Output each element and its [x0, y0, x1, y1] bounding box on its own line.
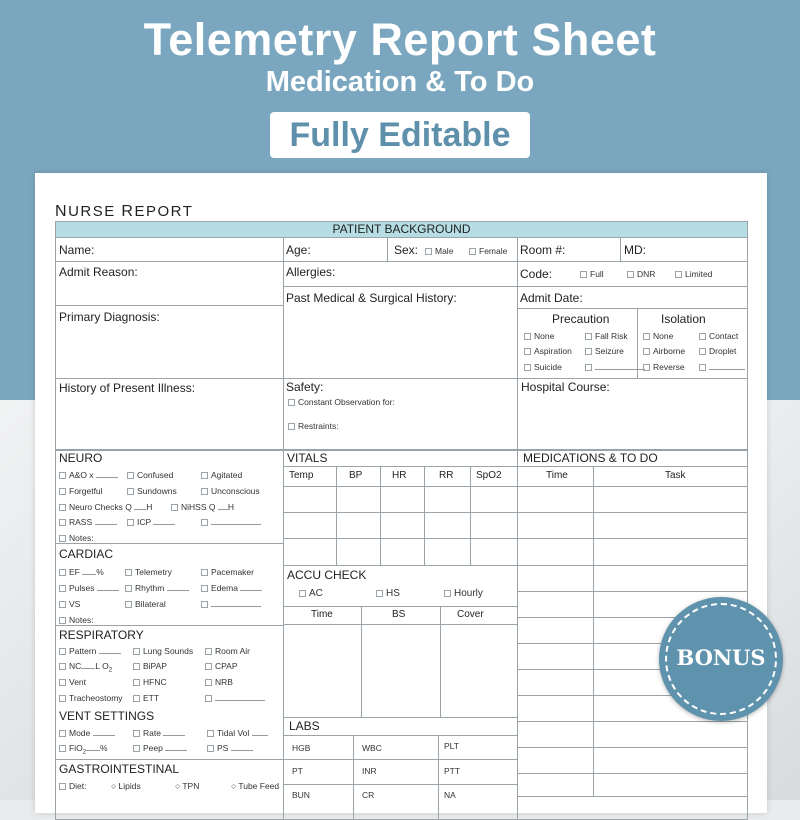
code-field: Code:	[520, 267, 553, 281]
meds-col-time: Time	[546, 470, 568, 481]
ett-checkbox[interactable]: ETT	[133, 693, 159, 703]
code-full-checkbox[interactable]: Full	[580, 269, 604, 279]
male-checkbox[interactable]: Male	[425, 246, 453, 256]
accu-col-bs: BS	[392, 609, 406, 620]
ao-checkbox[interactable]: A&O x	[59, 470, 118, 480]
nrb-checkbox[interactable]: NRB	[205, 677, 233, 687]
pacemaker-checkbox[interactable]: Pacemaker	[201, 567, 254, 577]
iso-none-checkbox[interactable]: None	[643, 331, 673, 341]
tpn-checkbox[interactable]: ○ TPN	[175, 781, 200, 791]
room-field[interactable]: Room #:	[520, 243, 566, 257]
admit-date-field[interactable]: Admit Date:	[520, 291, 583, 305]
vitals-col-rr: RR	[439, 470, 454, 481]
lipids-checkbox[interactable]: ○ Lipids	[111, 781, 141, 791]
respiratory-heading: RESPIRATORY	[59, 628, 144, 642]
vitals-col-bp: BP	[349, 470, 363, 481]
vitals-col-temp: Temp	[289, 470, 314, 481]
sheet-brand: NURSE REPORT	[55, 203, 194, 220]
cpap-checkbox[interactable]: CPAP	[205, 661, 238, 671]
precaution-label: Precaution	[552, 312, 610, 326]
primary-diagnosis-field[interactable]: Primary Diagnosis:	[59, 310, 160, 324]
neuro-checks-checkbox[interactable]: Neuro Checks Q H	[59, 502, 152, 512]
cardiac-heading: CARDIAC	[59, 547, 114, 561]
lung-sounds-checkbox[interactable]: Lung Sounds	[133, 646, 193, 656]
tracheostomy-checkbox[interactable]: Tracheostomy	[59, 693, 123, 703]
tube-feed-checkbox[interactable]: ○ Tube Feed	[231, 781, 280, 791]
allergies-field[interactable]: Allergies:	[286, 265, 336, 279]
hero-title: Telemetry Report Sheet	[143, 14, 657, 65]
iso-blank-checkbox[interactable]	[699, 362, 745, 372]
prec-aspiration-checkbox[interactable]: Aspiration	[524, 346, 572, 356]
ef-checkbox[interactable]: EF %	[59, 567, 104, 577]
nc-checkbox[interactable]: NC L $O_2$	[59, 661, 112, 674]
prec-none-checkbox[interactable]: None	[524, 331, 554, 341]
cardiac-blank-checkbox[interactable]	[201, 599, 261, 609]
meds-col-task: Task	[665, 470, 686, 481]
agitated-checkbox[interactable]: Agitated	[201, 470, 242, 480]
icp-checkbox[interactable]: ICP	[127, 517, 175, 527]
safety-label: Safety:	[286, 380, 324, 394]
isolation-label: Isolation	[661, 312, 706, 326]
confused-checkbox[interactable]: Confused	[127, 470, 173, 480]
editable-badge: Fully Editable	[270, 112, 530, 158]
cardiac-notes-field[interactable]: Notes:	[59, 615, 94, 625]
neuro-notes-field[interactable]: Notes:	[59, 533, 94, 543]
vitals-col-spo2: SpO2	[476, 470, 502, 481]
iso-contact-checkbox[interactable]: Contact	[699, 331, 738, 341]
ps-checkbox[interactable]: PS	[207, 743, 253, 753]
vent-checkbox[interactable]: Vent	[59, 677, 86, 687]
lab-cr[interactable]: CR	[362, 790, 375, 800]
accu-ac-checkbox[interactable]: AC	[299, 588, 323, 599]
patient-background-header: PATIENT BACKGROUND	[55, 221, 748, 238]
prec-suicide-checkbox[interactable]: Suicide	[524, 362, 562, 372]
labs-heading: LABS	[289, 719, 320, 733]
edema-checkbox[interactable]: Edema	[201, 583, 262, 593]
hero-subtitle: Medication & To Do	[265, 66, 535, 98]
lab-ptt[interactable]: PTT	[444, 766, 461, 776]
neuro-heading: NEURO	[59, 451, 103, 465]
peep-checkbox[interactable]: Peep	[133, 743, 187, 753]
vitals-col-hr: HR	[392, 470, 407, 481]
iso-airborne-checkbox[interactable]: Airborne	[643, 346, 685, 356]
neuro-blank-checkbox[interactable]	[201, 517, 261, 527]
vitals-heading: VITALS	[287, 451, 328, 465]
constant-observation-checkbox[interactable]: Constant Observation for:	[288, 397, 395, 407]
gastrointestinal-heading: GASTROINTESTINAL	[59, 762, 180, 776]
prec-seizure-checkbox[interactable]: Seizure	[585, 346, 624, 356]
telemetry-checkbox[interactable]: Telemetry	[125, 567, 172, 577]
prec-fall-risk-checkbox[interactable]: Fall Risk	[585, 331, 628, 341]
bonus-badge	[659, 597, 783, 721]
hospital-course-field[interactable]: Hospital Course:	[521, 380, 610, 394]
accu-col-cover: Cover	[457, 609, 484, 620]
code-dnr-checkbox[interactable]: DNR	[627, 269, 655, 279]
vent-settings-heading: VENT SETTINGS	[59, 709, 155, 723]
sundowns-checkbox[interactable]: Sundowns	[127, 486, 177, 496]
md-field[interactable]: MD:	[624, 243, 646, 257]
iso-droplet-checkbox[interactable]: Droplet	[699, 346, 736, 356]
prec-blank-checkbox[interactable]	[585, 362, 645, 372]
bonus-label: BONUS	[676, 645, 766, 670]
rass-checkbox[interactable]: RASS	[59, 517, 117, 527]
sex-field: Sex:	[394, 243, 419, 257]
nurse-report-sheet	[35, 173, 767, 813]
accu-hourly-checkbox[interactable]: Hourly	[444, 588, 483, 599]
tidal-vol-checkbox[interactable]: Tidal Vol	[207, 728, 268, 738]
rate-checkbox[interactable]: Rate	[133, 728, 185, 738]
nihss-checkbox[interactable]: NiHSS Q H	[171, 502, 234, 512]
room-air-checkbox[interactable]: Room Air	[205, 646, 250, 656]
lab-inr[interactable]: INR	[362, 766, 377, 776]
unconscious-checkbox[interactable]: Unconscious	[201, 486, 260, 496]
lab-hgb[interactable]: HGB	[292, 743, 311, 753]
name-field[interactable]: Name:	[59, 243, 95, 257]
bilateral-checkbox[interactable]: Bilateral	[125, 599, 166, 609]
bipap-checkbox[interactable]: BiPAP	[133, 661, 167, 671]
rhythm-checkbox[interactable]: Rhythm	[125, 583, 189, 593]
accu-check-heading: ACCU CHECK	[287, 568, 367, 582]
medications-heading: MEDICATIONS & TO DO	[523, 451, 658, 465]
forgetful-checkbox[interactable]: Forgetful	[59, 486, 103, 496]
resp-blank-checkbox[interactable]	[205, 693, 265, 703]
lab-na[interactable]: NA	[444, 790, 456, 800]
female-checkbox[interactable]: Female	[469, 246, 507, 256]
accu-col-time: Time	[311, 609, 333, 620]
pattern-checkbox[interactable]: Pattern	[59, 646, 121, 656]
pmsh-field[interactable]: Past Medical & Surgical History:	[286, 291, 457, 305]
lab-pt[interactable]: PT	[292, 766, 303, 776]
code-limited-checkbox[interactable]: Limited	[675, 269, 712, 279]
lab-wbc[interactable]: WBC	[362, 743, 382, 753]
mode-checkbox[interactable]: Mode	[59, 728, 115, 738]
hfnc-checkbox[interactable]: HFNC	[133, 677, 167, 687]
lab-plt[interactable]: PLT	[444, 741, 459, 751]
age-field[interactable]: Age:	[286, 243, 311, 257]
iso-reverse-checkbox[interactable]: Reverse	[643, 362, 685, 372]
hpi-field[interactable]: History of Present Illness:	[59, 381, 196, 395]
pulses-checkbox[interactable]: Pulses	[59, 583, 119, 593]
vs-checkbox[interactable]: VS	[59, 599, 80, 609]
lab-bun[interactable]: BUN	[292, 790, 310, 800]
fio2-checkbox[interactable]: FiO$_2$ %	[59, 743, 108, 756]
restraints-checkbox[interactable]: Restraints:	[288, 421, 339, 431]
diet-field[interactable]: Diet:	[59, 781, 86, 791]
accu-hs-checkbox[interactable]: HS	[376, 588, 400, 599]
admit-reason-field[interactable]: Admit Reason:	[59, 265, 138, 279]
